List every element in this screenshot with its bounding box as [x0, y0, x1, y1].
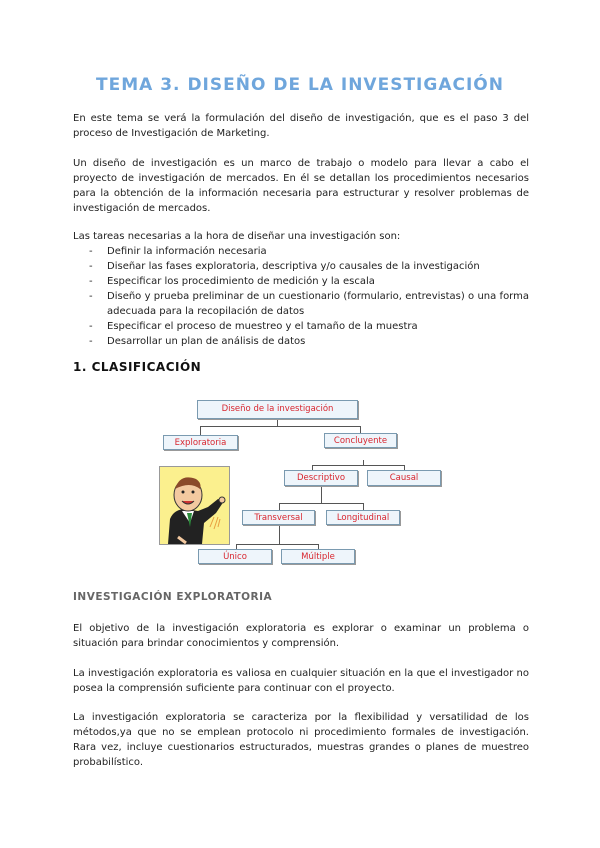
paragraph: La investigación exploratoria es valiosa en cualquier situación en la que el investigador no posea la comprensión suficiente para continuar con el proyecto.: [73, 668, 529, 694]
list-item: - Especificar los procedimiento de medición y la escala: [73, 274, 529, 289]
node-transversal: Transversal: [242, 510, 315, 525]
pointing-man-illustration: [159, 466, 230, 545]
connector: [363, 503, 364, 510]
definition-paragraph: Un diseño de investigación es un marco de trabajo o modelo para llevar a cabo el proyecto de investigación de mercados. En él se detallan los procedimientos necesarios para la obtención de la información necesaria para estructurar y resolver problemas de investigación de mercados.: [73, 158, 529, 214]
connector: [279, 525, 280, 544]
connector: [236, 544, 319, 545]
node-multiple: Múltiple: [281, 549, 355, 564]
list-item: - Diseñar las fases exploratoria, descriptiva y/o causales de la investigación: [73, 259, 529, 274]
node-longitudinal: Longitudinal: [326, 510, 400, 525]
connector: [279, 503, 280, 510]
intro-paragraph: En este tema se verá la formulación del diseño de investigación, que es el paso 3 del proceso de Investigación de Marketing.: [73, 113, 529, 139]
connector: [279, 503, 364, 504]
page-title: TEMA 3. DISEÑO DE LA INVESTIGACIÓN: [96, 75, 504, 95]
connector: [312, 465, 404, 466]
node-descriptivo: Descriptivo: [284, 470, 358, 486]
tasks-block: [73, 229, 529, 349]
tasks-list: [73, 244, 529, 349]
node-root: Diseño de la investigación: [197, 400, 358, 419]
tasks-intro: Las tareas necesarias a la hora de diseñar una investigación son:: [73, 231, 401, 242]
connector: [321, 486, 322, 503]
connector: [200, 426, 201, 435]
list-item: - Desarrollar un plan de análisis de datos: [73, 334, 529, 349]
paragraph: La investigación exploratoria se caracteriza por la flexibilidad y versatilidad de los métodos,ya que no se emplean protocolo ni procedimiento formales de investigación. Rara vez, incluye cuestionarios estructurados, muestras grandes o planes de muestreo probabilístico.: [73, 712, 529, 768]
paragraph: El objetivo de la investigación exploratoria es explorar o examinar un problema o situación para brindar conocimientos y comprensión.: [73, 623, 529, 649]
list-item: - Definir la información necesaria: [73, 244, 529, 259]
node-causal: Causal: [367, 470, 441, 486]
node-exploratoria: Exploratoria: [163, 435, 238, 450]
node-unico: Único: [198, 549, 272, 564]
connector: [360, 426, 361, 433]
section-heading-clasificacion: 1. CLASIFICACIÓN: [73, 360, 202, 374]
list-item: - Diseño y prueba preliminar de un cuestionario (formulario, entrevistas) o una forma adecuada para la recopilación de datos: [73, 289, 529, 319]
list-item: - Especificar el proceso de muestreo y el tamaño de la muestra: [73, 319, 529, 334]
connector: [200, 426, 361, 427]
section-heading-exploratoria: INVESTIGACIÓN EXPLORATORIA: [73, 591, 273, 603]
node-concluyente: Concluyente: [324, 433, 397, 448]
